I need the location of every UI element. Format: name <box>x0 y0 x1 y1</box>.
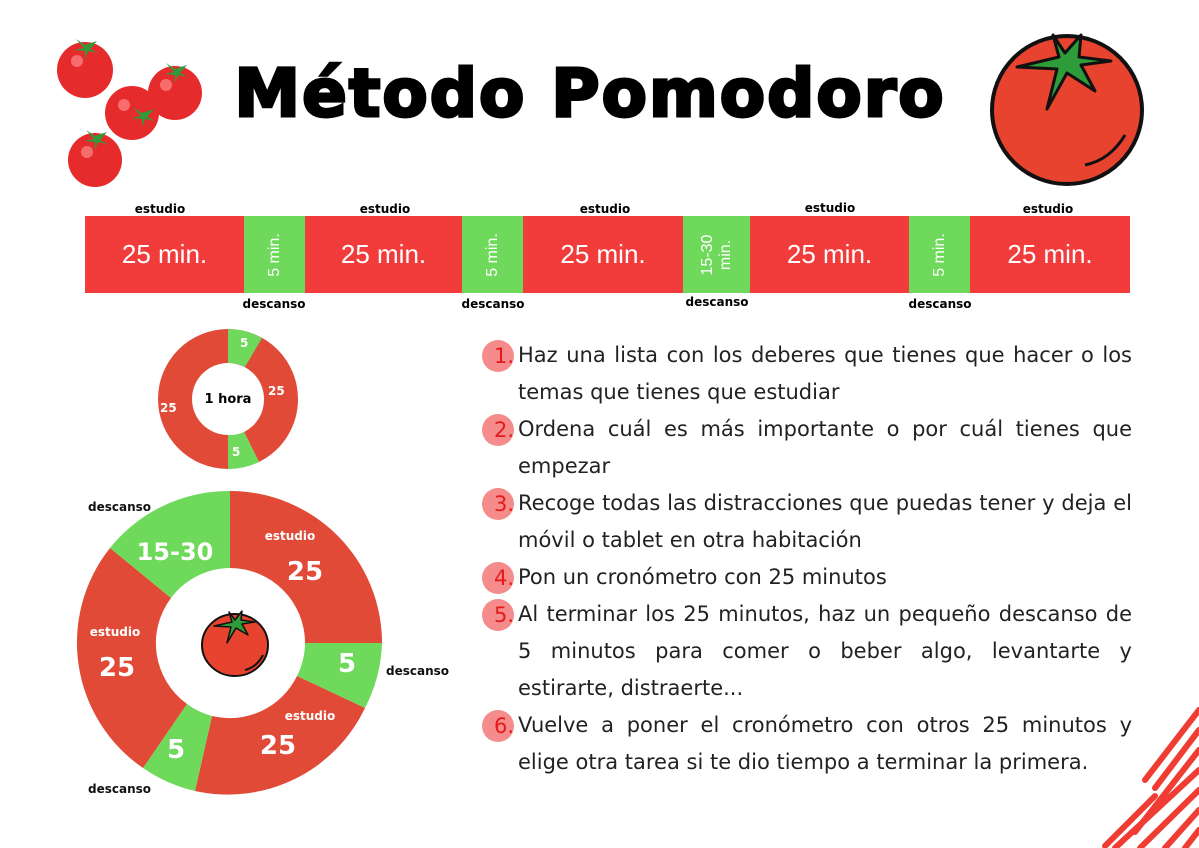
timeline-study-segment <box>305 216 462 293</box>
list-item <box>482 596 1132 707</box>
step-text: Vuelve a poner el cronómetro con otros 25 minutos y elige otra tarea si te dio tiempo a terminar la primera. <box>518 713 1132 774</box>
list-item <box>482 337 1132 411</box>
step-text: Haz una lista con los deberes que tienes que hacer o los temas que tienes que estudiar <box>518 343 1132 404</box>
slice-label: estudio <box>284 709 336 723</box>
timeline-bottom-label: descanso <box>461 297 525 311</box>
slice-label: estudio <box>264 529 316 543</box>
timeline <box>0 0 1199 320</box>
segment-label: 25 min. <box>1007 239 1093 269</box>
timeline-rest-segment <box>909 216 970 293</box>
slice-label: 5 <box>337 649 357 679</box>
segment-label: 5 min. <box>265 232 283 277</box>
timeline-rest-segment <box>462 216 523 293</box>
step-number: 3. <box>482 488 514 520</box>
step-text: Ordena cuál es más importante o por cuál tienes que empezar <box>518 417 1132 478</box>
segment-label: 25 min. <box>121 239 208 269</box>
segment-label: 25 min. <box>786 239 873 269</box>
timeline-rest-segment <box>244 216 305 293</box>
segment-label: 25 min. <box>560 239 646 269</box>
slice-label: 25 <box>160 401 177 415</box>
step-number: 4. <box>482 562 514 594</box>
list-item <box>482 411 1132 485</box>
big-donut <box>75 488 465 808</box>
timeline-study-segment <box>750 216 909 293</box>
timeline-study-segment <box>523 216 683 293</box>
tomato-icon <box>202 611 268 676</box>
timeline-top-label: estudio <box>359 202 411 216</box>
timeline-bottom-label: descanso <box>242 297 306 311</box>
segment-label: 15-30 min. <box>698 234 734 275</box>
step-number: 1. <box>482 340 514 372</box>
page-title: Método Pomodoro <box>234 55 946 132</box>
timeline-top-label: estudio <box>579 202 631 216</box>
slice-label: estudio <box>89 625 141 639</box>
step-text: Al terminar los 25 minutos, haz un pequeño descanso de 5 minutos para comer o beber algo, levantarte y estirarte, distraerte... <box>518 602 1132 700</box>
timeline-bottom-label: descanso <box>908 297 972 311</box>
slice-label: 25 <box>98 653 136 683</box>
step-number: 6. <box>482 710 514 742</box>
segment-label: 25 min. <box>340 239 427 269</box>
step-text: Pon un cronómetro con 25 minutos <box>518 565 887 589</box>
slice-label: 25 <box>286 557 324 587</box>
steps-list <box>482 337 1132 781</box>
list-item <box>482 707 1132 781</box>
timeline-bottom-label: descanso <box>685 295 749 309</box>
slice-label: 25 <box>268 384 285 398</box>
decorative-stripes <box>1095 700 1199 848</box>
segment-label: 5 min. <box>483 232 501 277</box>
timeline-study-segment <box>85 216 244 293</box>
list-item <box>482 559 1132 596</box>
slice-label: 5 <box>166 735 186 765</box>
slice-label: 5 <box>240 336 249 350</box>
list-item <box>482 485 1132 559</box>
step-number: 2. <box>482 414 514 446</box>
timeline-rest-segment <box>683 216 750 293</box>
segment-label: 5 min. <box>930 232 948 277</box>
timeline-top-label: estudio <box>134 202 186 216</box>
timeline-top-label: estudio <box>1022 202 1074 216</box>
slice-label: 5 <box>232 445 241 459</box>
slice-label: 25 <box>259 731 297 761</box>
timeline-study-segment <box>970 216 1130 293</box>
descanso-label: descanso <box>88 500 152 514</box>
step-number: 5. <box>482 599 514 631</box>
step-text: Recoge todas las distracciones que puedas tener y deja el móvil o tablet en otra habitación <box>518 491 1132 552</box>
descanso-label: descanso <box>386 664 450 678</box>
slice-label: 15-30 <box>136 538 214 566</box>
small-donut <box>140 315 320 485</box>
timeline-top-label: estudio <box>804 201 856 215</box>
donut-center-label: 1 hora <box>204 392 252 407</box>
descanso-label: descanso <box>88 782 152 796</box>
